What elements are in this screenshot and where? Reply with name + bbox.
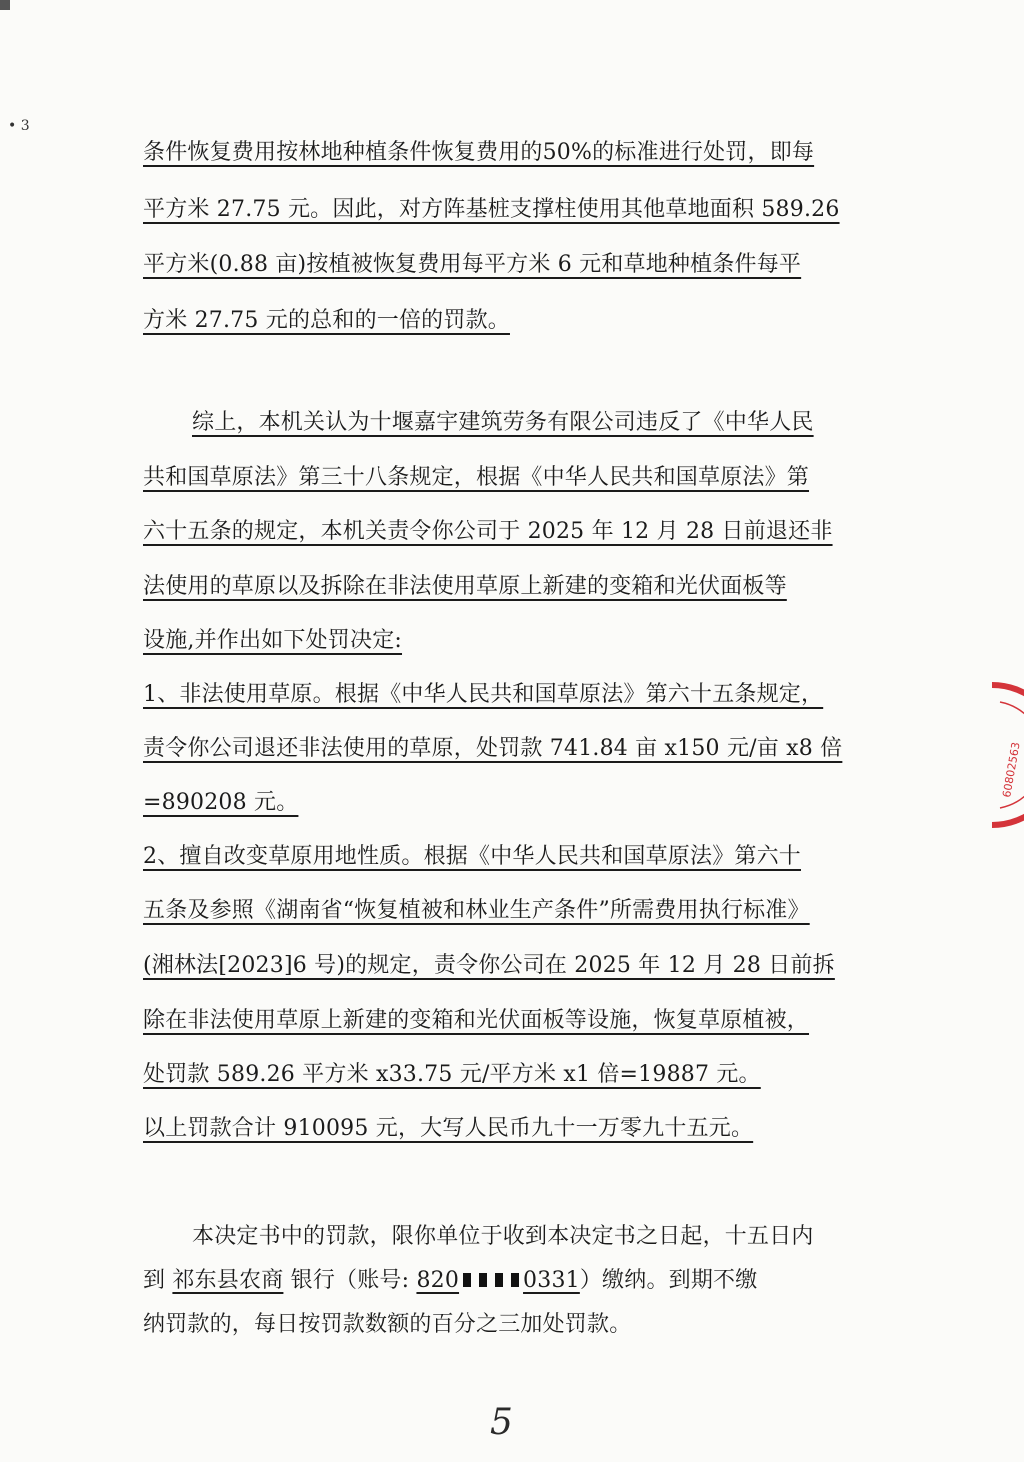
p2-line-1: 综上，本机关认为十堰嘉宇建筑劳务有限公司违反了《中华人民 <box>192 410 814 435</box>
item1-line-3: =890208 元。 <box>143 790 299 815</box>
seal-number: 60802563 <box>1000 741 1023 799</box>
item2-line-4: 除在非法使用草原上新建的变箱和光伏面板等设施，恢复草原植被， <box>143 1008 810 1033</box>
account-start: 820 <box>416 1268 460 1293</box>
p2-line-3: 六十五条的规定，本机关责令你公司于 2025 年 12 月 28 日前退还非 <box>143 519 833 544</box>
item1-line-2: 责令你公司退还非法使用的草原，处罚款 741.84 亩 x150 元/亩 x8 倍 <box>143 736 843 761</box>
item2-line-3: (湘林法[2023]6 号)的规定，责令你公司在 2025 年 12 月 28 日前拆 <box>143 953 835 978</box>
payment-line-2 <box>143 1266 857 1296</box>
p2-line-5: 设施,并作出如下处罚决定: <box>143 628 403 653</box>
payment-to: 到 <box>143 1268 166 1293</box>
margin-mark: • 3 <box>8 118 30 134</box>
p1-line-2: 平方米 27.75 元。因此，对方阵基桩支撑柱使用其他草地面积 589.26 <box>143 197 840 222</box>
bank-name: 祁东县农商 <box>172 1268 284 1293</box>
page-number: 5 <box>490 1402 513 1443</box>
account-end: 0331 <box>523 1268 580 1293</box>
official-seal <box>978 680 1024 830</box>
p2-line-2: 共和国草原法》第三十八条规定，根据《中华人民共和国草原法》第 <box>143 465 810 490</box>
redaction-mask <box>459 1266 523 1296</box>
account-number <box>416 1268 579 1293</box>
item2-line-2: 五条及参照《湖南省“恢复植被和林业生产条件”所需费用执行标准》 <box>143 898 810 923</box>
p1-line-1: 条件恢复费用按林地种植条件恢复费用的50%的标准进行处罚，即每 <box>143 140 815 165</box>
p1-line-4: 方米 27.75 元的总和的一倍的罚款。 <box>143 308 510 333</box>
payment-line-3: 纳罚款的，每日按罚款数额的百分之三加处罚款。 <box>143 1312 632 1337</box>
payment-line-1: 本决定书中的罚款，限你单位于收到本决定书之日起，十五日内 <box>192 1224 814 1249</box>
bank-suffix: 银行（账号: <box>290 1268 410 1293</box>
p2-line-4: 法使用的草原以及拆除在非法使用草原上新建的变箱和光伏面板等 <box>143 574 787 599</box>
item2-line-5: 处罚款 589.26 平方米 x33.75 元/平方米 x1 倍=19887 元。 <box>143 1062 761 1087</box>
scan-edge-mark <box>0 0 10 10</box>
item2-line-1: 2、擅自改变草原用地性质。根据《中华人民共和国草原法》第六十 <box>143 844 801 869</box>
total-line: 以上罚款合计 910095 元，大写人民币九十一万零九十五元。 <box>143 1116 754 1141</box>
item1-line-1: 1、非法使用草原。根据《中华人民共和国草原法》第六十五条规定， <box>143 682 824 707</box>
payment-tail: ）缴纳。到期不缴 <box>579 1268 758 1293</box>
p1-line-3: 平方米(0.88 亩)按植被恢复费用每平方米 6 元和草地种植条件每平 <box>143 252 802 277</box>
